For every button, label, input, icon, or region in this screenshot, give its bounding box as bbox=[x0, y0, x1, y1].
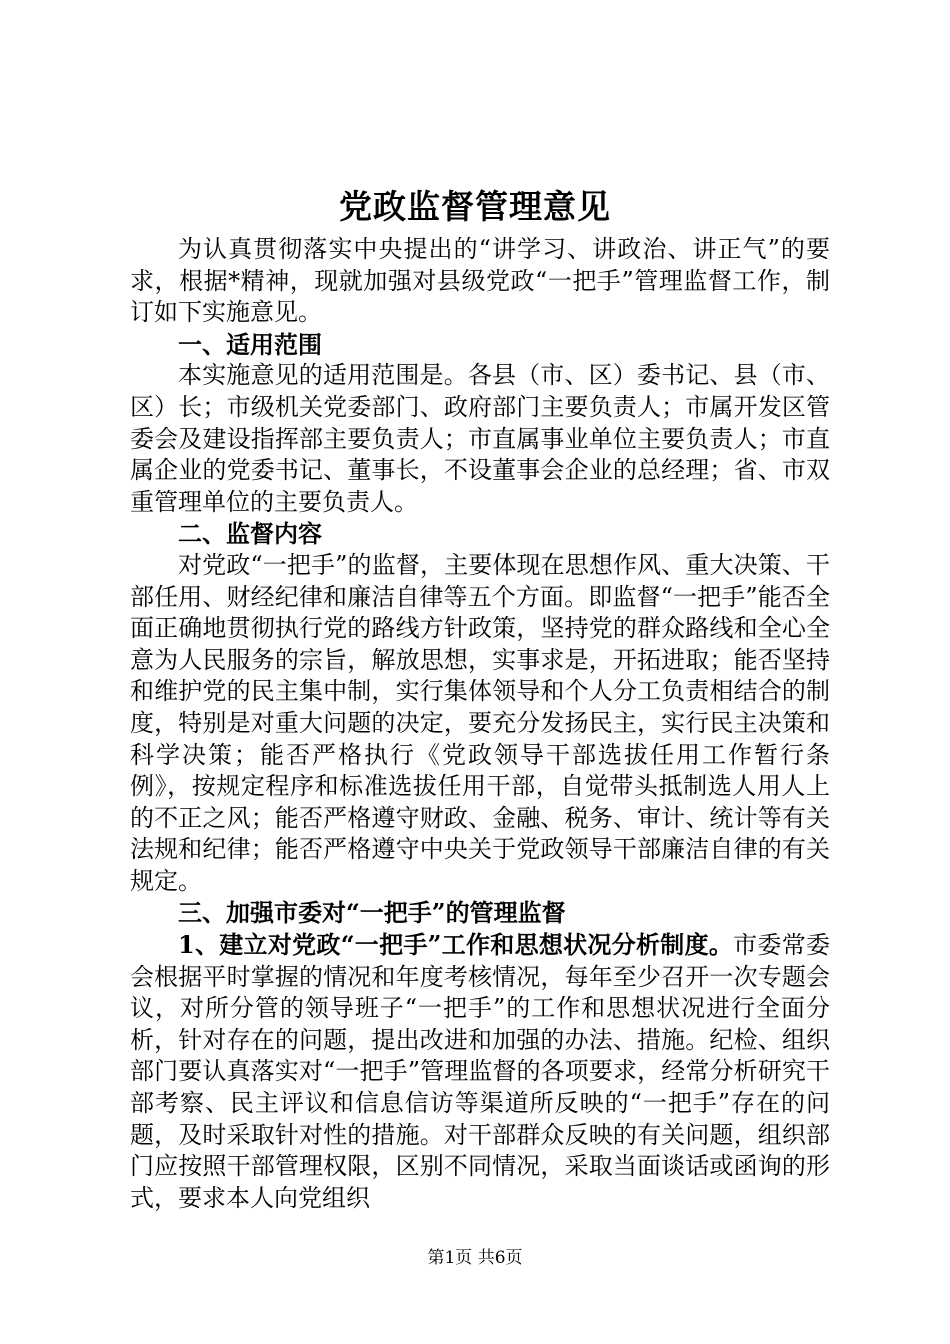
section-heading-management: 三、加强市委对“一把手”的管理监督 bbox=[178, 898, 566, 928]
subsection-lead: 1、建立对党政“一把手”工作和思想状况分析制度。 bbox=[178, 930, 734, 960]
document-body bbox=[130, 234, 830, 1214]
intro-paragraph: 为认真贯彻落实中央提出的“讲学习、讲政治、讲正气”的要求，根据*精神，现就加强对县级党政“一把手”管理监督工作，制订如下实施意见。 bbox=[130, 235, 830, 327]
section-text-scope: 本实施意见的适用范围是。各县（市、区）委书记、县（市、区）长；市级机关党委部门、政府部门主要负责人；市属开发区管委会及建设指挥部主要负责人；市直属事业单位主要负责人；市直属企业的党委书记、董事长，不设董事会企业的总经理；省、市双重管理单位的主要负责人。 bbox=[130, 361, 830, 516]
document-title: 党政监督管理意见 bbox=[339, 187, 611, 226]
subsection-paragraph bbox=[130, 929, 830, 1214]
page-footer: 第1页 共6页 bbox=[427, 1248, 523, 1268]
subsection-text: 市委常委会根据平时掌握的情况和年度考核情况，每年至少召开一次专题会议，对所分管的领导班子“一把手”的工作和思想状况进行全面分析，针对存在的问题，提出改进和加强的办法、措施。纪检、组织部门要认真落实对“一把手”管理监督的各项要求，经常分析研究干部考察、民主评议和信息信访等渠道所反映的“一把手”存在的问题，及时采取针对性的措施。对干部群众反映的有关问题，组织部门应按照干部管理权限，区别不同情况，采取当面谈话或函询的形式，要求本人向党组织 bbox=[130, 931, 830, 1212]
section-heading-scope: 一、适用范围 bbox=[178, 329, 322, 359]
section-text-content: 对党政“一把手”的监督，主要体现在思想作风、重大决策、干部任用、财经纪律和廉洁自律等五个方面。即监督“一把手”能否全面正确地贯彻执行党的路线方针政策，坚持党的群众路线和全心全意为人民服务的宗旨，解放思想，实事求是，开拓进取；能否坚持和维护党的民主集中制，实行集体领导和个人分工负责相结合的制度，特别是对重大问题的决定，要充分发扬民主，实行民主决策和科学决策；能否严格执行《党政领导干部选拔任用工作暂行条例》，按规定程序和标准选拔任用干部，自觉带头抵制选人用人上的不正之风；能否严格遵守财政、金融、税务、审计、统计等有关法规和纪律；能否严格遵守中央关于党政领导干部廉洁自律的有关规定。 bbox=[130, 550, 830, 895]
section-heading-content: 二、监督内容 bbox=[178, 519, 322, 549]
